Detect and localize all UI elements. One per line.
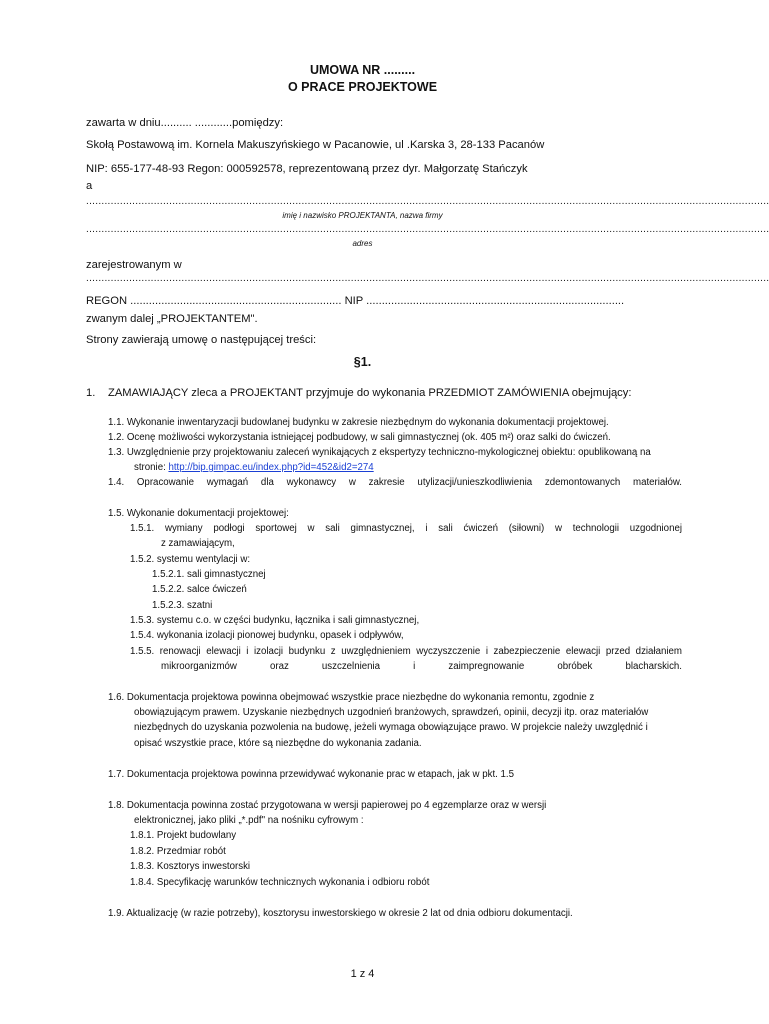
called-line: zwanym dalej „PROJEKTANTEM". bbox=[86, 313, 258, 325]
address-caption: adres bbox=[352, 239, 373, 248]
list-item: 1.5.2. systemu wentylacji w: bbox=[130, 554, 251, 565]
list-item: niezbędnych do uzyskania pozwolenia na budowę, jeżeli wymaga obowiązujące prawo. W projekcie należy uwzględnić i bbox=[134, 722, 648, 733]
regon-nip-line: REGON .................................................................... NIP ................................................................................... bbox=[86, 295, 625, 307]
name-caption: imię i nazwisko PROJEKTANTA, nazwa firmy bbox=[282, 211, 443, 220]
list-item: 1.9. Aktualizację (w razie potrzeby), kosztorysu inwestorskiego w okresie 2 lat od dnia odbioru dokumentacji. bbox=[108, 908, 573, 919]
list-item: 1.8.3. Kosztorys inwestorski bbox=[130, 861, 251, 872]
list-item: 1.5.5. renowacji elewacji i izolacji budynku z uwzględnieniem wyczyszczenie i zabezpieczenie elewacji przed działaniem bbox=[130, 646, 682, 657]
list-item: z zamawiającym, bbox=[161, 538, 235, 549]
list-item: obowiązującym prawem. Uzyskanie niezbędnych uzgodnień branżowych, sprawdzeń, opinii, decyzji itp. oraz materiałów bbox=[134, 707, 649, 718]
item-number: 1. bbox=[86, 387, 96, 399]
list-item: 1.8. Dokumentacja powinna zostać przygotowana w wersji papierowej po 4 egzemplarze oraz w wersji bbox=[108, 800, 547, 811]
address-dotline: .............................................................................................................................................................................................................................. bbox=[86, 224, 769, 235]
list-item: 1.7. Dokumentacja projektowa powinna przewidywać wykonanie prac w etapach, jak w pkt. 1.5 bbox=[108, 769, 515, 780]
page-number: 1 z 4 bbox=[350, 968, 375, 980]
party1-nip: NIP: 655-177-48-93 Regon: 000592578, reprezentowaną przez dyr. Małgorzatę Stańczyk bbox=[86, 163, 528, 175]
registered-label: zarejestrowanym w bbox=[86, 259, 182, 271]
list-item: 1.3. Uwzględnienie przy projektowaniu zaleceń wynikających z ekspertyzy techniczno-mykologicznej obiektu: opublikowaną na bbox=[108, 447, 651, 458]
contract-subtitle: O PRACE PROJEKTOWE bbox=[287, 80, 438, 94]
name-dotline: .............................................................................................................................................................................................................................. bbox=[86, 196, 769, 207]
list-item: 1.5.2.1. sali gimnastycznej bbox=[152, 569, 266, 580]
registered-dotline: .............................................................................................................................................................................................................................. bbox=[86, 273, 769, 284]
list-item: 1.5.1. wymiany podłogi sportowej w sali gimnastycznej, i sali ćwiczeń (siłowni) w technologii uzgodnionej bbox=[130, 523, 682, 534]
list-item: 1.5. Wykonanie dokumentacji projektowej: bbox=[108, 508, 289, 519]
list-item: 1.4. Opracowanie wymagań dla wykonawcy w zakresie utylizacji/unieszkodliwienia zdemontowanych materiałów. bbox=[108, 477, 682, 488]
party1-line: Skołą Postawową im. Kornela Makuszyńskiego w Pacanowie, ul .Karska 3, 28-133 Pacanów bbox=[86, 139, 545, 151]
list-item: opisać wszystkie prace, które są niezbędne do wykonania zadania. bbox=[134, 738, 422, 749]
mycology-report-link[interactable]: http://bip.gimpac.eu/index.php?id=452&id2=274 bbox=[168, 462, 374, 473]
and-word: a bbox=[86, 180, 93, 192]
intro-line: zawarta w dniu.......... ............pomiędzy: bbox=[86, 117, 284, 129]
list-item bbox=[134, 462, 374, 473]
list-item: 1.8.4. Specyfikację warunków technicznych wykonania i odbioru robót bbox=[130, 877, 430, 888]
list-item: 1.8.1. Projekt budowlany bbox=[130, 830, 237, 841]
list-item: 1.5.2.3. szatni bbox=[152, 600, 213, 611]
list-item: elektronicznej, jako pliki „*.pdf" na nośniku cyfrowym : bbox=[134, 815, 364, 826]
item-text: ZAMAWIAJĄCY zleca a PROJEKTANT przyjmuje do wykonania PRZEDMIOT ZAMÓWIENIA obejmujący: bbox=[108, 387, 632, 399]
list-item: 1.2. Ocenę możliwości wykorzystania istniejącej podbudowy, w sali gimnastycznej (ok. 405 m²) oraz salki do ćwiczeń. bbox=[108, 432, 611, 443]
link-prefix: stronie: bbox=[134, 462, 169, 473]
parties-line: Strony zawierają umowę o następującej treści: bbox=[86, 334, 317, 346]
list-item: 1.5.2.2. salce ćwiczeń bbox=[152, 584, 247, 595]
list-item: 1.6. Dokumentacja projektowa powinna obejmować wszystkie prace niezbędne do wykonania remontu, zgodnie z bbox=[108, 692, 595, 703]
section-sign: §1. bbox=[353, 355, 372, 369]
list-item: 1.5.4. wykonania izolacji pionowej budynku, opasek i odpływów, bbox=[130, 630, 404, 641]
list-item: 1.8.2. Przedmiar robót bbox=[130, 846, 226, 857]
contract-title: UMOWA NR ......... bbox=[309, 63, 416, 77]
list-item: 1.1. Wykonanie inwentaryzacji budowlanej budynku w zakresie niezbędnym do wykonania dokumentacji projektowej. bbox=[108, 417, 609, 428]
list-item: 1.5.3. systemu c.o. w części budynku, łącznika i sali gimnastycznej, bbox=[130, 615, 420, 626]
list-item: mikroorganizmów oraz uszczelnienia i zaimpregnowanie obróbek blacharskich. bbox=[161, 661, 682, 672]
